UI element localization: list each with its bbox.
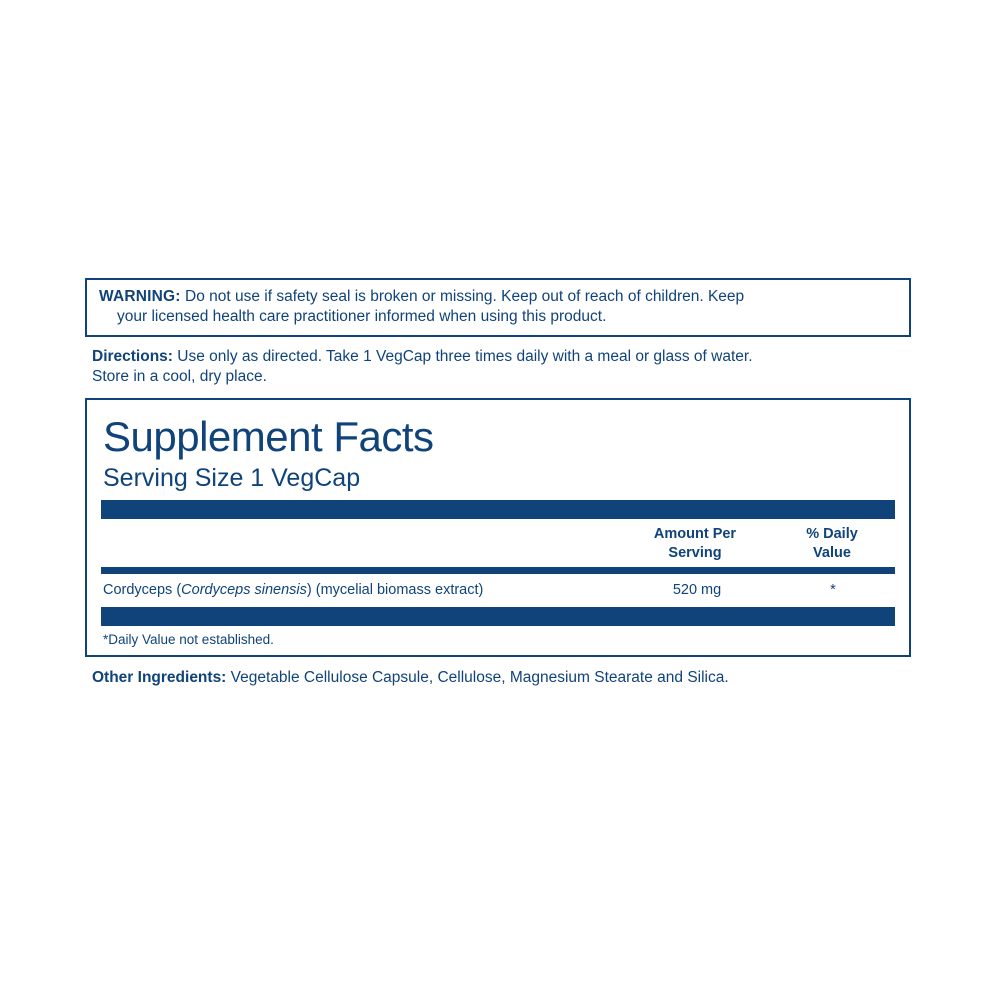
header-amount-line-2: Serving — [668, 545, 722, 561]
header-amount-per-serving — [621, 525, 769, 563]
divider-thick-top — [101, 500, 895, 519]
other-ingredients-label: Other Ingredients: — [92, 669, 227, 686]
nutrient-name-part-2: ) (mycelial biomass extract) — [306, 582, 484, 598]
table-header-row — [101, 519, 895, 567]
header-amount-line-1: Amount Per — [653, 526, 737, 542]
warning-label: WARNING: — [99, 288, 181, 305]
warning-line-2: your licensed health care practitioner informed when using this product. — [117, 308, 607, 325]
warning-text — [99, 287, 897, 327]
nutrient-name-latin: Cordyceps sinensis — [181, 582, 307, 598]
table-row — [101, 574, 895, 607]
header-daily-value — [769, 525, 895, 563]
other-ingredients-text — [85, 668, 911, 688]
divider-thin — [101, 567, 895, 574]
supplement-facts-title: Supplement Facts — [103, 413, 434, 460]
warning-box — [85, 278, 911, 337]
directions-line-1: Use only as directed. Take 1 VegCap three times daily with a meal or glass of water. — [172, 348, 753, 365]
daily-value-footnote: *Daily Value not established. — [103, 632, 274, 647]
header-spacer — [101, 525, 621, 563]
header-dv-line-2: Value — [813, 545, 851, 561]
serving-size: Serving Size 1 VegCap — [103, 464, 361, 492]
directions-text — [85, 347, 911, 387]
supplement-facts-panel — [85, 398, 911, 657]
nutrient-amount: 520 mg — [672, 582, 722, 598]
supplement-label — [85, 278, 911, 688]
warning-line-1: Do not use if safety seal is broken or missing. Keep out of reach of children. Keep — [180, 288, 745, 305]
header-dv-line-1: % Daily — [806, 526, 858, 542]
divider-thick-bottom — [101, 607, 895, 626]
nutrient-name-part-1: Cordyceps ( — [103, 582, 182, 598]
nutrient-daily-value: * — [830, 582, 836, 598]
other-ingredients-body: Vegetable Cellulose Capsule, Cellulose, Magnesium Stearate and Silica. — [226, 669, 729, 686]
directions-line-2: Store in a cool, dry place. — [92, 368, 267, 385]
directions-label: Directions: — [92, 348, 173, 365]
nutrient-name — [101, 581, 623, 599]
